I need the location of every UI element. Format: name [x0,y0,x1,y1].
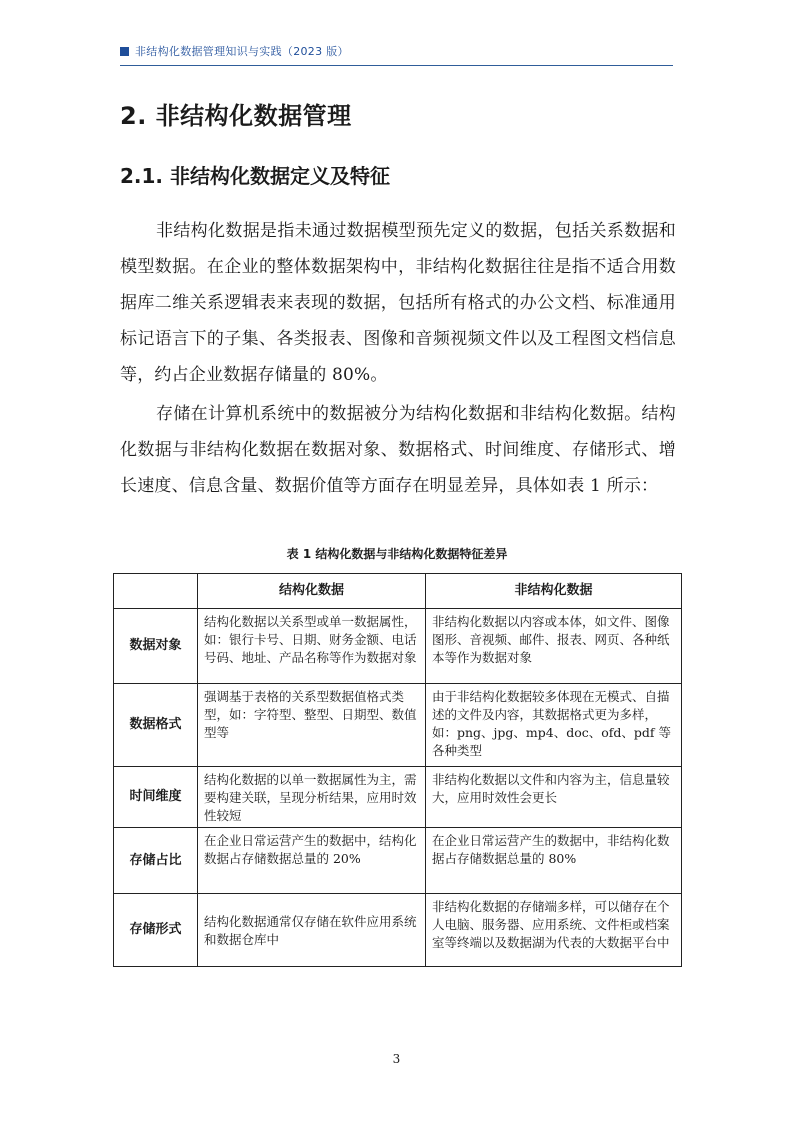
page-number: 3 [392,1052,401,1066]
structured-cell: 结构化数据的以单一数据属性为主，需要构建关联，呈现分析结果，应用时效性较短 [198,767,426,828]
unstructured-cell: 在企业日常运营产生的数据中，非结构化数据占存储数据总量的 80% [426,828,682,894]
table-row [114,894,682,967]
table-row [114,609,682,684]
row-label: 时间维度 [114,767,198,828]
unstructured-cell: 非结构化数据以内容或本体，如文件、图像图形、音视频、邮件、报表、网页、各种纸本等作为数据对象 [426,609,682,684]
paragraph-comparison: 存储在计算机系统中的数据被分为结构化数据和非结构化数据。结构化数据与非结构化数据在数据对象、数据格式、时间维度、存储形式、增长速度、信息含量、数据价值等方面存在明显差异，具体如表 1 所示： [120,404,676,496]
column-header-unstructured: 非结构化数据 [426,574,682,609]
unstructured-cell: 由于非结构化数据较多体现在无模式、自描述的文件及内容，其数据格式更为多样，如：png、jpg、mp4、doc、ofd、pdf 等各种类型 [426,684,682,767]
column-header-structured: 结构化数据 [198,574,426,609]
structured-cell: 结构化数据通常仅存储在软件应用系统和数据仓库中 [198,894,426,967]
header-square-icon [120,47,129,56]
table-row [114,684,682,767]
table-row [114,828,682,894]
row-label: 数据格式 [114,684,198,767]
section-heading: 2. 非结构化数据管理 [120,102,352,130]
table-row [114,767,682,828]
row-label: 存储占比 [114,828,198,894]
feature-comparison-table [113,573,682,967]
row-label: 数据对象 [114,609,198,684]
subsection-heading: 2.1. 非结构化数据定义及特征 [120,164,390,188]
running-header [120,41,673,66]
header-title: 非结构化数据管理知识与实践（2023 版） [135,45,349,58]
unstructured-cell: 非结构化数据以文件和内容为主，信息量较大，应用时效性会更长 [426,767,682,828]
row-label: 存储形式 [114,894,198,967]
structured-cell: 强调基于表格的关系型数据值格式类型，如：字符型、整型、日期型、数值型等 [198,684,426,767]
structured-cell: 在企业日常运营产生的数据中，结构化数据占存储数据总量的 20% [198,828,426,894]
table-corner-cell [114,574,198,609]
table-caption: 表 1 结构化数据与非结构化数据特征差异 [286,547,508,561]
unstructured-cell: 非结构化数据的存储端多样，可以储存在个人电脑、服务器、应用系统、文件柜或档案室等终端以及数据湖为代表的大数据平台中 [426,894,682,967]
table-header-row [114,574,682,609]
paragraph-definition: 非结构化数据是指未通过数据模型预先定义的数据，包括关系数据和模型数据。在企业的整体数据架构中，非结构化数据往往是指不适合用数据库二维关系逻辑表来表现的数据，包括所有格式的办公文档、标准通用标记语言下的子集、各类报表、图像和音频视频文件以及工程图文档信息等，约占企业数据存储量的 80%。 [120,221,676,385]
structured-cell: 结构化数据以关系型或单一数据属性，如：银行卡号、日期、财务金额、电话号码、地址、产品名称等作为数据对象 [198,609,426,684]
